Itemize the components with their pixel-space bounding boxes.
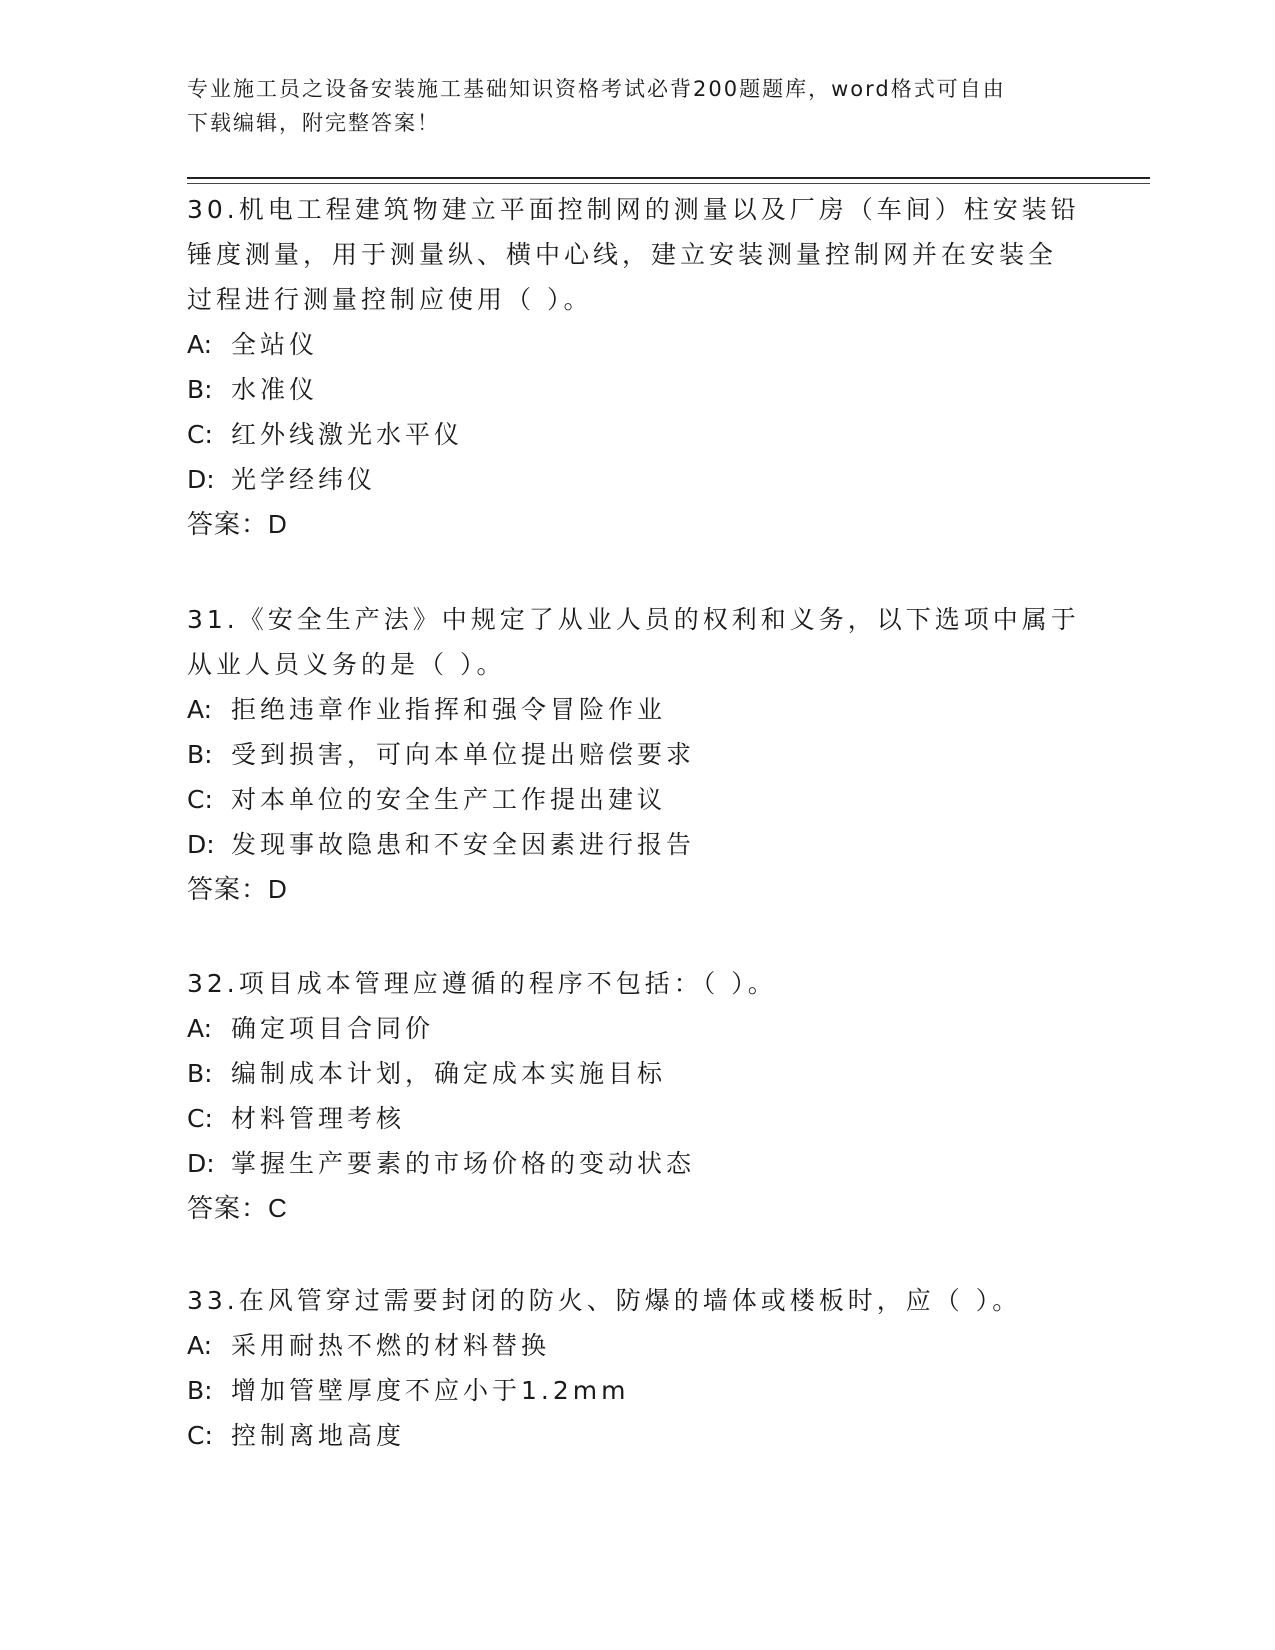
option-letter: B: <box>187 375 213 404</box>
option-text: 红外线激光水平仪 <box>231 420 464 449</box>
option-d <box>187 1141 1087 1186</box>
question-30 <box>187 187 1087 547</box>
option-c <box>187 1096 1087 1141</box>
option-d <box>187 457 1087 502</box>
option-b <box>187 367 1087 412</box>
option-letter: D: <box>187 830 215 859</box>
option-c <box>187 412 1087 457</box>
option-text: 受到损害，可向本单位提出赔偿要求 <box>231 740 696 769</box>
option-letter: A: <box>187 330 213 359</box>
option-letter: C: <box>187 420 213 449</box>
option-text: 确定项目合同价 <box>231 1014 435 1043</box>
question-stem-line: 30.机电工程建筑物建立平面控制网的测量以及厂房（车间）柱安装铅 <box>187 195 1080 224</box>
option-d <box>187 822 1087 867</box>
option-text: 增加管壁厚度不应小于1.2mm <box>231 1376 630 1405</box>
option-text: 编制成本计划，确定成本实施目标 <box>231 1059 667 1088</box>
option-text: 对本单位的安全生产工作提出建议 <box>231 785 667 814</box>
option-b <box>187 732 1087 777</box>
option-b <box>187 1368 1087 1413</box>
option-text: 发现事故隐患和不安全因素进行报告 <box>231 830 696 859</box>
option-text: 水准仪 <box>231 375 319 404</box>
option-letter: A: <box>187 1014 213 1043</box>
option-c <box>187 777 1087 822</box>
answer-line: 答案：D <box>187 509 288 539</box>
question-stem-line: 过程进行测量控制应使用（ ）。 <box>187 285 593 314</box>
question-stem-line: 锤度测量，用于测量纵、横中心线，建立安装测量控制网并在安装全 <box>187 240 1058 269</box>
option-letter: A: <box>187 1331 213 1360</box>
option-c <box>187 1413 1087 1458</box>
answer-line: 答案：D <box>187 874 288 904</box>
option-text: 采用耐热不燃的材料替换 <box>231 1331 551 1360</box>
option-text: 光学经纬仪 <box>231 465 377 494</box>
question-stem-line: 33.在风管穿过需要封闭的防火、防爆的墙体或楼板时，应（ ）。 <box>187 1286 1022 1315</box>
header-line-2: 下载编辑，附完整答案！ <box>187 111 440 135</box>
option-text: 拒绝违章作业指挥和强令冒险作业 <box>231 695 667 724</box>
option-a <box>187 687 1087 732</box>
option-text: 材料管理考核 <box>231 1104 406 1133</box>
option-text: 控制离地高度 <box>231 1421 406 1450</box>
answer-line: 答案：C <box>187 1193 288 1223</box>
header-divider-thick <box>187 177 1150 179</box>
option-letter: C: <box>187 785 213 814</box>
option-letter: B: <box>187 740 213 769</box>
question-31 <box>187 597 1087 912</box>
option-a <box>187 1323 1087 1368</box>
question-stem-line: 32.项目成本管理应遵循的程序不包括：（ ）。 <box>187 969 777 998</box>
option-letter: D: <box>187 1149 215 1178</box>
option-letter: B: <box>187 1376 213 1405</box>
question-32 <box>187 961 1087 1231</box>
question-stem-line: 从业人员义务的是（ ）。 <box>187 650 506 679</box>
document-header <box>187 72 1067 140</box>
option-a <box>187 1006 1087 1051</box>
option-b <box>187 1051 1087 1096</box>
question-stem-line: 31.《安全生产法》中规定了从业人员的权利和义务，以下选项中属于 <box>187 605 1080 634</box>
header-line-1: 专业施工员之设备安装施工基础知识资格考试必背200题题库，word格式可自由 <box>187 77 1006 101</box>
option-text: 掌握生产要素的市场价格的变动状态 <box>231 1149 696 1178</box>
option-letter: B: <box>187 1059 213 1088</box>
question-33 <box>187 1278 1087 1458</box>
option-text: 全站仪 <box>231 330 319 359</box>
option-letter: A: <box>187 695 213 724</box>
option-a <box>187 322 1087 367</box>
option-letter: D: <box>187 465 215 494</box>
header-divider-thin <box>187 183 1150 184</box>
option-letter: C: <box>187 1104 213 1133</box>
option-letter: C: <box>187 1421 213 1450</box>
